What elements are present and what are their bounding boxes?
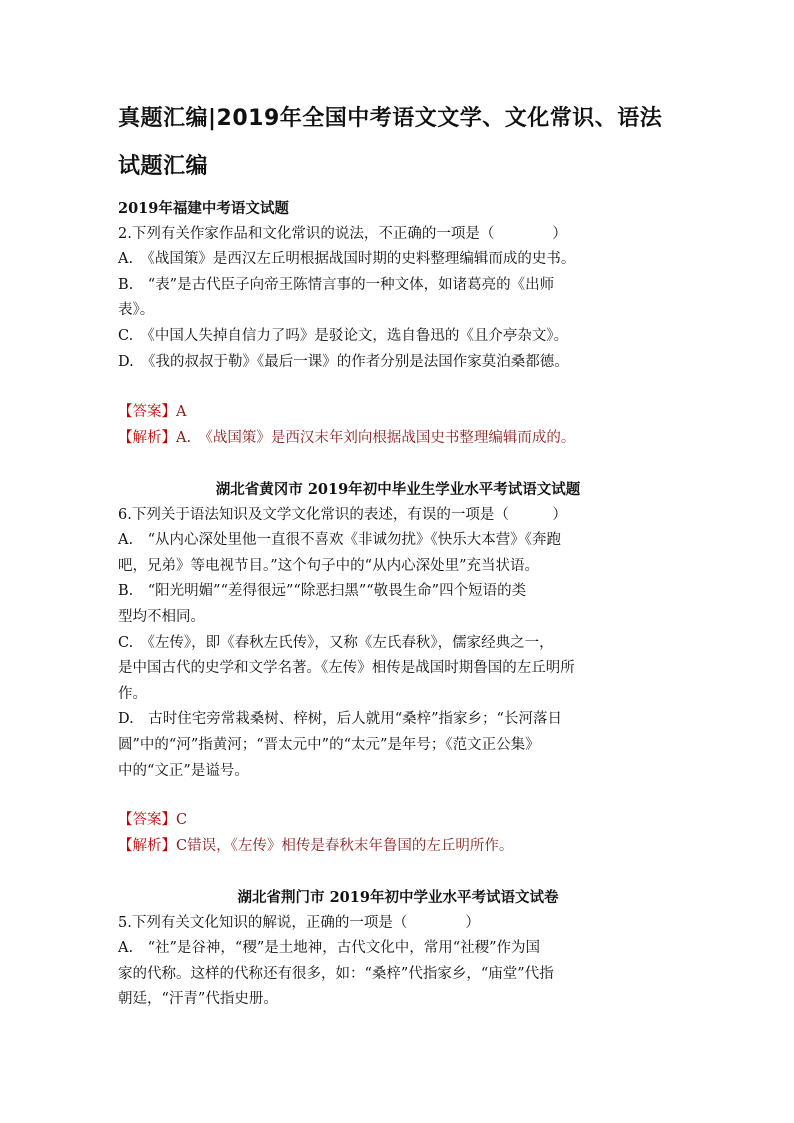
answer-value: A — [176, 404, 187, 420]
option-line: 作。 — [118, 685, 147, 702]
option-line: A. “从内心深处里他一直很不喜欢《非诚勿扰》《快乐大本营》《奔跑 — [118, 532, 561, 549]
answer-block-huanggang — [118, 808, 678, 859]
option-line: A. “社”是谷神，“稷”是土地神，古代文化中，常用“社稷”作为国 — [118, 940, 541, 957]
section-heading: 2019年福建中考语文试题 — [118, 200, 289, 217]
option-line: B. “阳光明媚”“差得很远”“除恶扫黑”“敬畏生命”四个短语的类 — [118, 583, 527, 600]
option-line: 家的代称。这样的代称还有很多，如：“桑梓”代指家乡，“庙堂”代指 — [118, 965, 554, 982]
question-text: 2.下列有关作家作品和文化常识的说法，不正确的一项是（ ） — [118, 225, 567, 242]
section-jingmen — [118, 885, 678, 1013]
option-line: A. 《战国策》是西汉左丘明根据战国时期的史料整理编辑而成的史书。 — [118, 251, 576, 268]
document-title — [118, 95, 678, 191]
analysis-value: C错误，《左传》相传是春秋末年鲁国的左丘明所作。 — [176, 837, 514, 854]
option-line: B. “表”是古代臣子向帝王陈情言事的一种文体，如诸葛亮的《出师 — [118, 276, 555, 293]
option-line: 圆”中的“河”指黄河；“晋太元中”的“太元”是年号；《范文正公集》 — [118, 736, 540, 753]
option-line: 表》。 — [118, 302, 155, 319]
option-line: 吧，兄弟》等电视节目。”这个句子中的“从内心深处里”充当状语。 — [118, 557, 539, 574]
title-line-1: 真题汇编|2019年全国中考语文文学、文化常识、语法 — [118, 106, 663, 131]
option-line: 型均不相同。 — [118, 608, 205, 625]
analysis-label: 【解析】 — [118, 837, 176, 854]
title-line-2: 试题汇编 — [118, 154, 209, 179]
answer-line — [118, 400, 678, 426]
answer-label: 【答案】 — [118, 404, 176, 420]
question-text: 6.下列关于语法知识及文学文化常识的表述，有误的一项是（ ） — [118, 506, 567, 523]
option-line: 是中国古代的史学和文学名著。《左传》相传是战国时期鲁国的左丘明所 — [118, 660, 575, 677]
section-heading: 湖北省黄冈市 2019年初中毕业生学业水平考试语文试题 — [215, 481, 581, 498]
section-huanggang — [118, 477, 678, 784]
option-line: C. 《中国人失掉自信力了吗》是驳论文，选自鲁迅的《且介亭杂文》。 — [118, 327, 569, 344]
analysis-line — [118, 834, 678, 860]
answer-label: 【答案】 — [118, 812, 176, 828]
answer-value: C — [176, 812, 188, 828]
option-line: 中的“文正”是谥号。 — [118, 762, 249, 779]
answer-block-fujian — [118, 400, 678, 451]
question-text: 5.下列有关文化知识的解说，正确的一项是（ ） — [118, 914, 480, 931]
option-line: D. 古时住宅旁常栽桑树、梓树，后人就用“桑梓”指家乡；“长河落日 — [118, 711, 562, 728]
answer-line — [118, 808, 678, 834]
analysis-value: A. 《战国策》是西汉末年刘向根据战国史书整理编辑而成的。 — [176, 429, 576, 446]
analysis-label: 【解析】 — [118, 429, 176, 446]
section-heading: 湖北省荆门市 2019年初中学业水平考试语文试卷 — [237, 889, 559, 906]
section-fujian — [118, 196, 678, 375]
option-line: D. 《我的叔叔于勒》《最后一课》的作者分别是法国作家莫泊桑都德。 — [118, 353, 569, 370]
analysis-line — [118, 426, 678, 452]
option-line: C. 《左传》，即《春秋左氏传》，又称《左氏春秋》，儒家经典之一， — [118, 634, 554, 651]
option-line: 朝廷，“汗青”代指史册。 — [118, 991, 278, 1008]
